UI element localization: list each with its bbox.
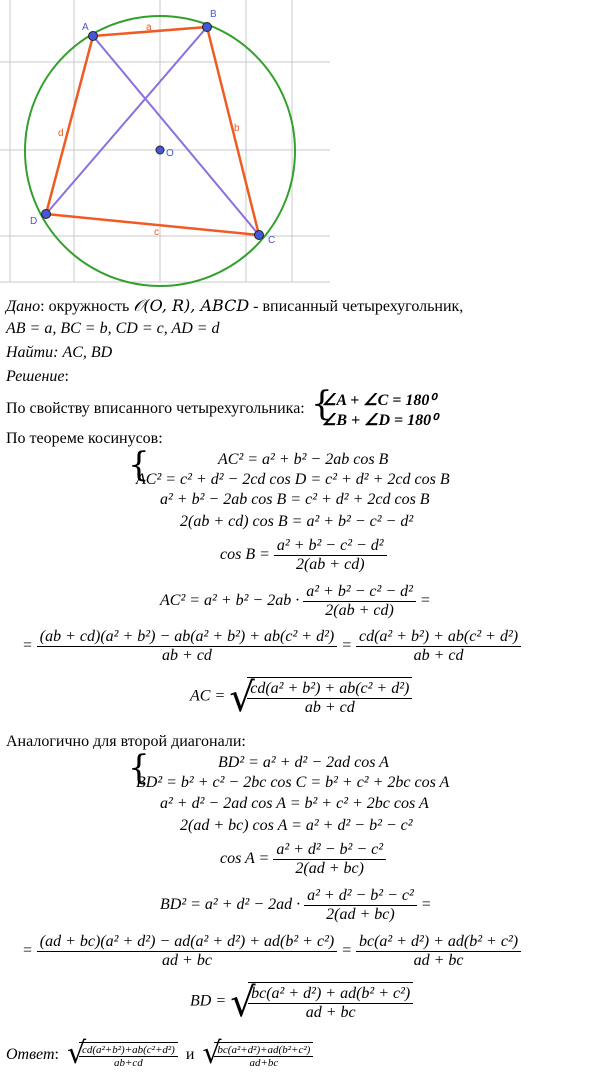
property-text: По свойству вписанного четырехугольника: [6, 400, 305, 417]
answer-and: и [185, 1046, 195, 1064]
label-a: A [82, 22, 89, 33]
cos-a-fraction: $\frac{\text{a² + d² − b² − c²}}{2(ad + bc)}$ [273, 841, 386, 878]
bd-system-eq-1: BD² = a² + d² − 2ad cos A [218, 754, 389, 771]
label-d: D [30, 216, 38, 227]
property-eq-1: ∠A + ∠C = 180⁰ [322, 392, 436, 409]
points [42, 23, 264, 240]
label-side-b: b [234, 123, 240, 134]
given-line-2: AB = a, BC = b, CD = c, AD = d [6, 320, 220, 337]
ac-system-eq-1: AC² = a² + b² − 2ab cos B [218, 451, 389, 468]
label-b: B [210, 9, 217, 20]
bd-eq-4: 2(ad + bc) cos A = a² + d² − b² − c² [180, 817, 413, 834]
ac-substitution: AC² = a² + b² − 2ab · $\frac{\text{a² + b² − c² − d²}}{2(ab + cd)}$ = [160, 583, 431, 619]
label-side-d: d [58, 128, 64, 139]
find-text: : AC, BD [53, 344, 113, 361]
bd-system-eq-2: BD² = b² + c² − 2bc cos C = b² + c² + 2bc cos A [136, 774, 450, 791]
label-side-a: a [146, 22, 152, 33]
answer-sqrt-ac: √ $\frac{\text{cd(a²+b²)+ab(c²+d²)}}{ab+cd}$ [67, 1042, 178, 1069]
find-line [6, 344, 112, 362]
ac-system-brace: { [128, 445, 150, 485]
point-d [42, 210, 51, 219]
answer-sqrt-bd: √ $\frac{\text{bc(a²+d²)+ad(b²+c²)}}{ad+bc}$ [202, 1042, 313, 1069]
bd-sqrt: √ $\frac{\text{bc(a² + d²) + ad(b² + c²)}}{ad + bc}$ [230, 982, 413, 1022]
bd-cos-a: cos A = $\frac{\text{a² + d² − b² − c²}}{2(ad + bc)}$ [220, 841, 386, 878]
ac-sqrt: √ $\frac{\text{cd(a² + b²) + ab(c² + d²)}}{ab + cd}$ [229, 677, 412, 717]
point-b [203, 23, 212, 32]
bd-eq-3: a² + d² − 2ad cos A = b² + c² + 2bc cos A [160, 795, 429, 812]
cosine-theorem-text: По теореме косинусов: [6, 430, 163, 447]
bd-result-line: = $\frac{\text{(ad + bc)(a² + d²) − ad(a² + d²) + ad(b² + c²)}}{ad + bc}$ = $\frac{\text{bc(a² + d²) + ad(b² + c²)}}{ad + bc}$ [22, 933, 521, 970]
cos-b-fraction: $\frac{\text{a² + b² − c² − d²}}{2(ab + cd)}$ [274, 537, 387, 574]
geometry-figure [0, 0, 330, 290]
ac-result-line: = $\frac{\text{(ab + cd)(a² + b²) − ab(a² + b²) + ab(c² + d²)}}{ab + cd}$ = $\frac{\text{cd(a² + b²) + ab(c² + d²)}}{ab + cd}$ [22, 628, 521, 665]
label-side-c: c [154, 227, 159, 238]
side-cd [46, 214, 259, 235]
given-label: Дано [6, 298, 41, 315]
bd-system-brace: { [128, 748, 150, 788]
label-o: O [166, 148, 174, 159]
solution-label: Решение [6, 368, 65, 385]
given-text-2: - вписанный четырехугольник, [249, 298, 464, 315]
property-brace: { [311, 384, 333, 424]
point-a [89, 32, 98, 41]
grid [0, 0, 330, 282]
ac-eq-3: a² + b² − 2ab cos B = c² + d² + 2cd cos B [160, 491, 430, 508]
ac-eq-4: 2(ab + cd) cos B = a² + b² − c² − d² [180, 513, 414, 530]
answer-label: Ответ [6, 1046, 55, 1064]
sides [46, 27, 259, 235]
point-o [156, 146, 164, 154]
ac-final: AC = √ $\frac{\text{cd(a² + b²) + ab(c² + d²)}}{ab + cd}$ [190, 677, 412, 717]
bd-final: BD = √ $\frac{\text{bc(a² + d²) + ad(b² + c²)}}{ad + bc}$ [190, 982, 413, 1022]
given-circle: 𝒪(O, R), ABCD [133, 296, 250, 315]
diagonals [46, 27, 259, 235]
ac-cos-b: cos B = $\frac{\text{a² + b² − c² − d²}}{2(ab + cd)}$ [220, 537, 387, 574]
answer-line: Ответ: √ $\frac{\text{cd(a²+b²)+ab(c²+d²)}}{ab+cd}$ и √ $\frac{\text{bc(a²+d²)+ad(b²+c²)}}{ad+bc}$ [6, 1042, 313, 1069]
given-text-1: : окружность [40, 298, 134, 315]
label-c: C [268, 235, 276, 246]
bd-substitution: BD² = a² + d² − 2ad · $\frac{\text{a² + d² − b² − c²}}{2(ad + bc)}$ = [160, 887, 432, 923]
property-eq-2: ∠B + ∠D = 180⁰ [322, 412, 438, 429]
given-line-1 [6, 296, 463, 316]
find-label: Найти [6, 344, 54, 361]
similarly-text: Аналогично для второй диагонали: [6, 733, 246, 750]
point-c [255, 231, 264, 240]
ac-system-eq-2: AC² = c² + d² − 2cd cos D = c² + d² + 2cd cos B [136, 471, 450, 488]
solution-heading: Решение: [6, 368, 69, 385]
